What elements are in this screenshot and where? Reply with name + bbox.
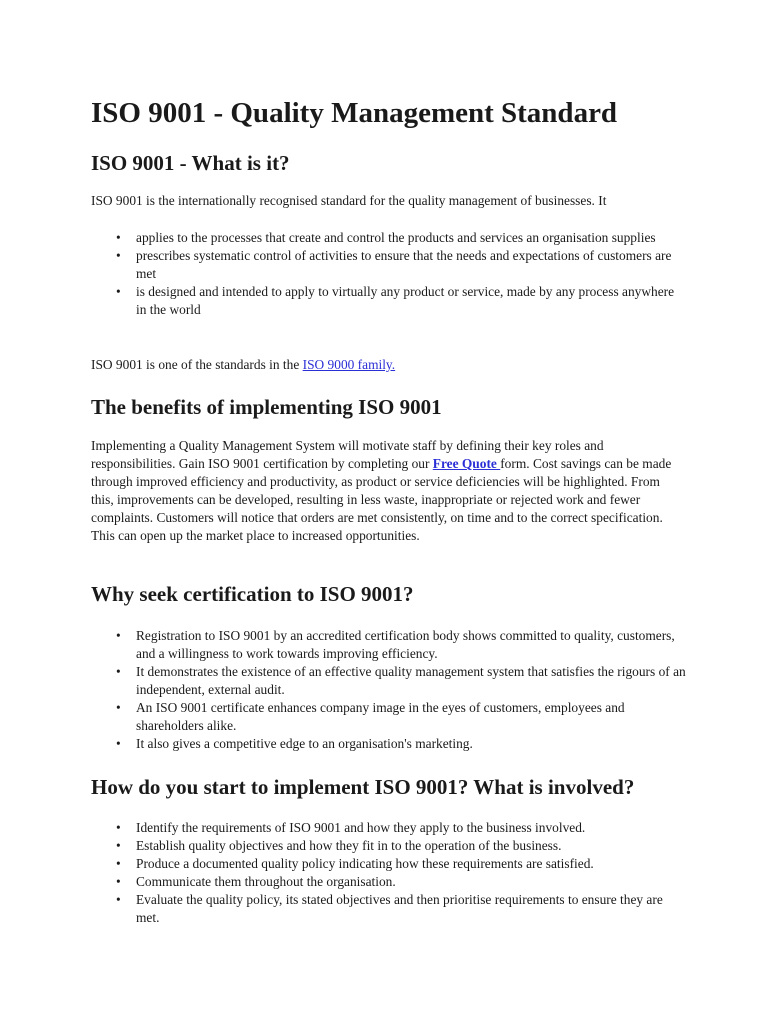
iso-family-text: ISO 9001 is one of the standards in the: [91, 357, 303, 372]
list-item: • Establish quality objectives and how they fit in to the operation of the business.: [136, 837, 686, 855]
list-item: • Evaluate the quality policy, its stated objectives and then prioritise requirements to ensure they are met.: [136, 891, 686, 927]
what-is-it-list: [91, 229, 686, 319]
benefits-paragraph: [91, 437, 681, 545]
list-item: • is designed and intended to apply to virtually any product or service, made by any process anywhere in the world: [136, 283, 686, 319]
list-item: • Identify the requirements of ISO 9001 and how they apply to the business involved.: [136, 819, 686, 837]
how-to-start-list: [91, 819, 686, 927]
list-item: • Produce a documented quality policy indicating how these requirements are satisfied.: [136, 855, 686, 873]
list-item: • An ISO 9001 certificate enhances company image in the eyes of customers, employees and shareholders alike.: [136, 699, 686, 735]
section-heading-benefits: The benefits of implementing ISO 9001: [91, 395, 442, 419]
list-item: • Communicate them throughout the organisation.: [136, 873, 686, 891]
list-item: • Registration to ISO 9001 by an accredited certification body shows committed to quality, customers, and a willingness to work towards improving efficiency.: [136, 627, 686, 663]
iso-family-paragraph: [91, 356, 681, 374]
section-heading-why-certify: Why seek certification to ISO 9001?: [91, 582, 414, 606]
list-item: • It also gives a competitive edge to an organisation's marketing.: [136, 735, 686, 753]
list-item: • prescribes systematic control of activities to ensure that the needs and expectations of customers are met: [136, 247, 686, 283]
why-certify-list: [91, 627, 686, 753]
page-title: ISO 9001 - Quality Management Standard: [91, 97, 618, 129]
section-intro-text: ISO 9001 is the internationally recognised standard for the quality management of businesses. It: [91, 193, 607, 208]
benefits-text-after: form. Cost savings can be made through improved efficiency and productivity, as product or service deficiencies will be highlighted. From this, improvements can be developed, resulting in less waste, inappropriate or rejected work and fewer complaints. Customers will notice that orders are met consistently, on time and to the correct specification. This can open up the market place to increased opportunities.: [91, 456, 672, 543]
benefits-text-before: Implementing a Quality Management System will motivate staff by defining their key roles and responsibilities. Gain ISO 9001 certification by completing our: [91, 438, 604, 471]
section-heading-how-to-start: How do you start to implement ISO 9001? What is involved?: [91, 775, 635, 799]
free-quote-link[interactable]: Free Quote: [432, 456, 501, 471]
list-item: • It demonstrates the existence of an effective quality management system that satisfies the rigours of an independent, external audit.: [136, 663, 686, 699]
iso-9000-family-link[interactable]: ISO 9000 family.: [302, 357, 396, 372]
section-heading-what-is-it: ISO 9001 - What is it?: [91, 151, 290, 175]
list-item: • applies to the processes that create and control the products and services an organisation supplies: [136, 229, 686, 247]
